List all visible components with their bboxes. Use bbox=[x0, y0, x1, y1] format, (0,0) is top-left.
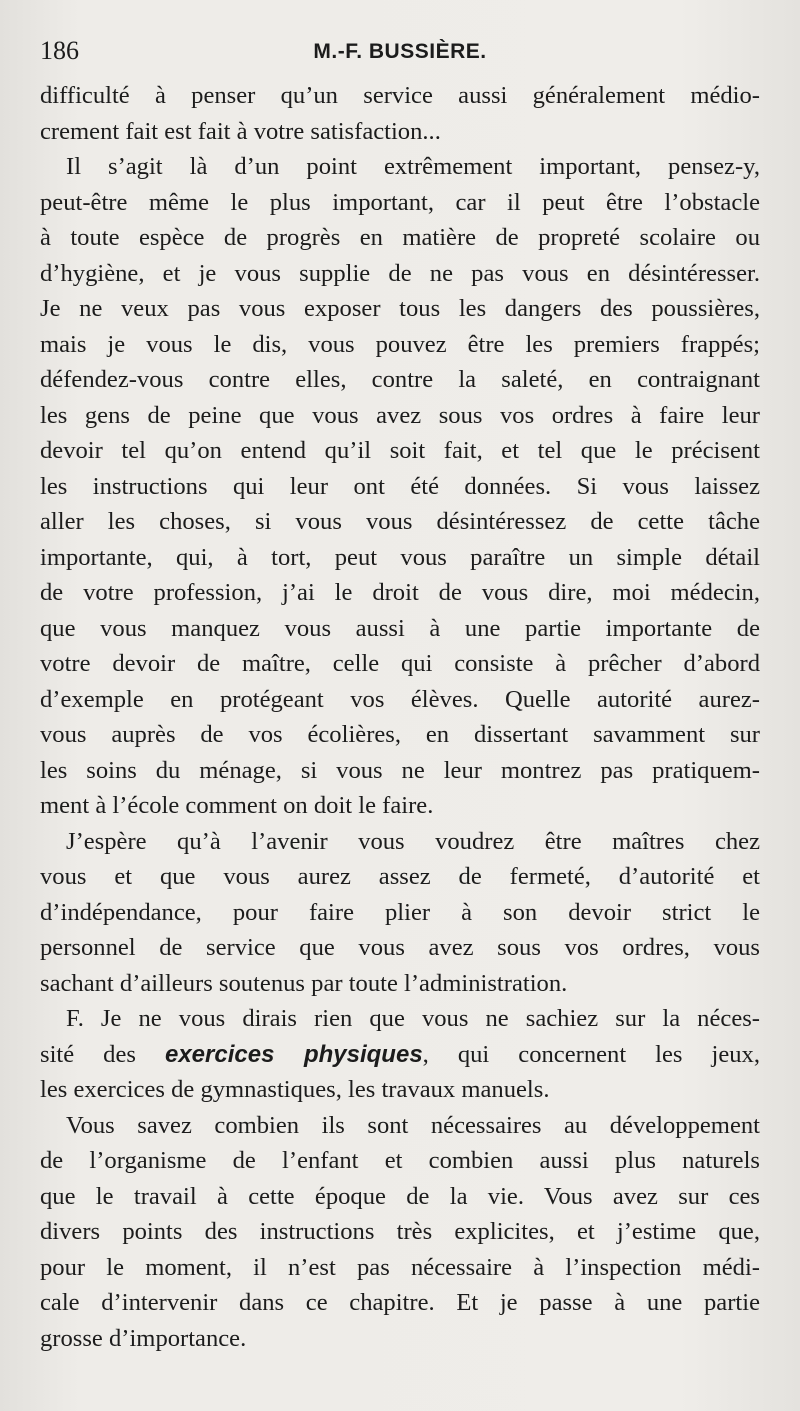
text-line: que vous manquez vous aussi à une partie importante de bbox=[40, 614, 760, 642]
text-line: les gens de peine que vous avez sous vos ordres à faire leur bbox=[40, 401, 760, 429]
text-line: F. Je ne vous dirais rien que vous ne sachiez sur la néces- bbox=[66, 1005, 760, 1032]
text-line: devoir tel qu’on entend qu’il soit fait, et tel que le précisent bbox=[40, 437, 760, 464]
text-line: votre devoir de maître, celle qui consiste à prêcher d’abord bbox=[40, 650, 760, 677]
emphasized-term: exercices physiques bbox=[164, 1040, 423, 1068]
text-line: crement fait est fait à votre satisfaction... bbox=[40, 117, 441, 145]
running-head: M.-F. BUSSIÈRE. bbox=[313, 40, 487, 63]
text-line: pour le moment, il n’est pas nécessaire à l’inspection médi- bbox=[40, 1253, 760, 1281]
text-line: J’espère qu’à l’avenir vous voudrez être maîtres chez bbox=[66, 827, 760, 855]
text-line bbox=[40, 1037, 760, 1073]
text-line: Vous savez combien ils sont nécessaires au développement bbox=[66, 1111, 760, 1139]
text-line: défendez-vous contre elles, contre la saleté, en contraignant bbox=[40, 366, 760, 393]
text-line: personnel de service que vous avez sous vos ordres, vous bbox=[40, 934, 760, 961]
text-line: de votre profession, j’ai le droit de vous dire, moi médecin, bbox=[40, 579, 760, 606]
text-line: que le travail à cette époque de la vie. Vous avez sur ces bbox=[40, 1182, 760, 1210]
text-line: les instructions qui leur ont été données. Si vous laissez bbox=[40, 472, 760, 500]
text-line: d’indépendance, pour faire plier à son devoir strict le bbox=[40, 898, 760, 926]
text-line: divers points des instructions très explicites, et j’estime que, bbox=[40, 1218, 760, 1245]
text-line: les exercices de gymnastiques, les travaux manuels. bbox=[40, 1076, 550, 1103]
text-line: vous et que vous aurez assez de fermeté, d’autorité et bbox=[40, 863, 760, 890]
text-line: importante, qui, à tort, peut vous paraître un simple détail bbox=[40, 543, 760, 571]
text-line: aller les choses, si vous vous désintéressez de cette tâche bbox=[40, 508, 760, 535]
text-line: vous auprès de vos écolières, en dissertant savamment sur bbox=[40, 721, 760, 748]
text-line: cale d’intervenir dans ce chapitre. Et je passe à une partie bbox=[40, 1289, 760, 1316]
body-text bbox=[40, 78, 760, 1356]
text-line: les soins du ménage, si vous ne leur montrez pas pratiquem- bbox=[40, 756, 760, 784]
text-segment: , qui concernent les jeux, bbox=[422, 1040, 760, 1068]
text-line: à toute espèce de progrès en matière de propreté scolaire ou bbox=[40, 224, 760, 251]
text-line: grosse d’importance. bbox=[40, 1324, 247, 1352]
text-line: ment à l’école comment on doit le faire. bbox=[40, 792, 434, 819]
text-segment: sité des bbox=[40, 1040, 165, 1068]
text-line: difficulté à penser qu’un service aussi généralement médio- bbox=[40, 82, 760, 109]
text-line: mais je vous le dis, vous pouvez être les premiers frappés; bbox=[40, 330, 760, 358]
text-line: d’hygiène, et je vous supplie de ne pas vous en désintéresser. bbox=[40, 259, 760, 287]
text-line: sachant d’ailleurs soutenus par toute l’administration. bbox=[40, 969, 568, 997]
text-line: d’exemple en protégeant vos élèves. Quelle autorité aurez- bbox=[40, 685, 760, 713]
text-line: Il s’agit là d’un point extrêmement important, pensez-y, bbox=[66, 153, 760, 180]
text-line: peut-être même le plus important, car il peut être l’obstacle bbox=[40, 188, 760, 216]
text-line: Je ne veux pas vous exposer tous les dangers des poussières, bbox=[40, 295, 760, 322]
text-line: de l’organisme de l’enfant et combien aussi plus naturels bbox=[40, 1147, 760, 1174]
page-header bbox=[40, 33, 760, 69]
page-number: 186 bbox=[40, 36, 79, 65]
